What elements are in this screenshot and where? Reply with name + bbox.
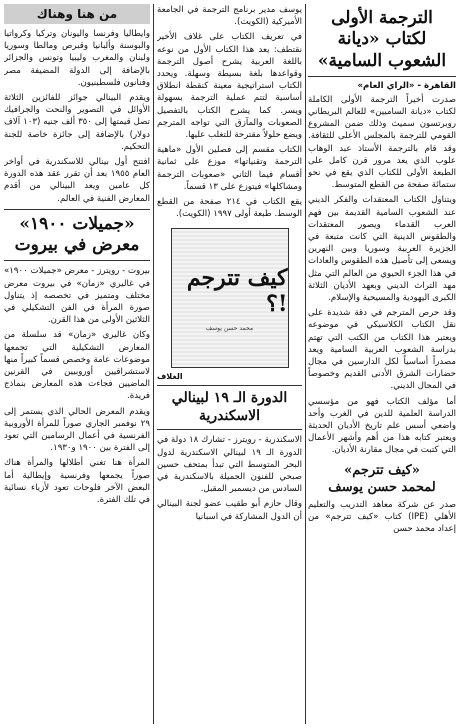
book-cover-author: محمد حسن يوسف	[205, 324, 254, 332]
paragraph: صدرت أخيراً الترجمة الأولى الكاملة لكتاب «ديانة الساميين» للعالم البريطاني روبرتسون سميث وذلك ضمن المشروع القومي للترجمة بالمجلس الأعلى للثقافة. وقد قام بالترجمة الأستاذ عبد الوهاب علوب الذي يعد مرور قرن كامل على الطبعة الأولى للكتاب الذي يقع في نحو ستمائة صفحة من القطع المتوسط.	[308, 94, 456, 191]
article-headline-exhibition: «جميلات ١٩٠٠» معرض في بيروت	[14, 213, 140, 256]
divider	[4, 209, 150, 210]
paragraph: المرأة هنا تغني أطلالها والمرأة هناك صوراً يجمعها وفرنسية وإيطالية أما البعض الآخر فلوحات تعود لأزياء نسائية في تلك الفترة.	[4, 458, 150, 505]
paragraph: وكان غاليري «زمان» قد سلسلة من المعارض التشكيلية التي تجمعها موضوعات عامة وخصص قسماً كبيراً منها لاستشراقيين أوروبيين في القرنين الماضيين فجاءت هذه المعارض بنماذج فريدة.	[4, 330, 150, 402]
article-column-middle	[157, 4, 302, 724]
paragraph: ويتناول الكتاب المعتقدات والفكر الديني عند الشعوب السامية القديمة بين فهم العرب القدماء ويصور المعتقدات والطقوس الدينية التي كانت متبعة في الجزيرة العربية وسوريا وبين النهرين ويسعى إلى تأصيل هذه الطقوس والعادات في هذا الجزء الحيوي من العالم التي مثل مهد التراث الديني وبعهد الأديان الثلاثة الكبرى اليهودية والمسيحية والإسلام.	[308, 195, 456, 303]
divider	[4, 260, 150, 261]
column-rule	[305, 4, 306, 724]
column-rule	[153, 4, 154, 724]
paragraph: أما مؤلف الكتاب فهو من مؤسسي الدراسة العلمية للدين في الغرب وأحد واضعي أسس علم تاريخ الأديان الحديثة ويعتبر كتابه هذا من أهم وأشهر الأعمال التي كتبت في مجال مقارنة الأديان.	[308, 396, 456, 456]
article-headline-translation: الترجمة الأولى لكتاب «ديانة الشعوب السامية»	[317, 8, 447, 71]
paragraph: ويقدم المعرض الحالي الذي يستمر إلى ٢٩ نوفمبر الجاري صوراً للمرأة الأوروبية الفرنسية في أعمال الرسامين التي تعود إلى الفترة بين ١٩٠٠ و١٩٣٠.	[4, 406, 150, 454]
divider	[308, 76, 456, 77]
paragraph: افتتح أول بينالي للاسكندرية في أواخر العام ١٩٥٥ بعد أن تقرر عقد هذه الدورة كل عامين ويعد البينالي من أقدم المعارض الفنية في العالم.	[4, 157, 150, 204]
paragraph: الاسكندرية - رويترز - تشارك ١٨ دولة في الدورة الـ ١٩ لبينالي الاسكندرية لدول البحر المتوسط التي تبدأ بمتحف حسين صبحي للفنون الجميلة بالاسكندرية في السادس من ديسمبر المقبل.	[157, 435, 302, 495]
article-column-left	[4, 4, 150, 724]
article-headline-biennale: الدورة الـ ١٩ لبينالي الاسكندرية	[171, 390, 288, 424]
article-column-right	[308, 4, 456, 724]
paragraph: وقال حازم أبو طقيب عضو لجنة البينالي أن الدول المشاركة في اسبانيا	[157, 499, 302, 522]
paragraph: في تعريف الكتاب على غلاف الأخير نقتطف: يعد هذا الكتاب الأول من نوعه باللغة العربية يشرح أصول الترجمة وقواعدها بلغة بسيطة وسهلة. ويحدد الكتاب استراتيجية معينة كنقطة انطلاق أساسية لتتم عملية الترجمة بسهولة ويسر. كما يشرح الكتاب بالتفصيل الصعوبات والمآزق التي تواجه المترجم ويضع حلولاً مقترحة للتغلب عليها.	[157, 32, 302, 141]
paragraph: ويقدم البينالي جوائز للفائزين الثلاثة الأوائل في التصوير والنحت والجرافيك تصل قيمتها إلى ٣٥٠ ألف جنيه (١٠٣ آلاف دولار) بالإضافة إلى جائزة خاصة للجنة التحكيم.	[4, 93, 150, 152]
paragraph: وقد حرص المترجم في دقة شديدة على نقل الكتاب الكلاسيكي في موضوعه ويعتبر هذا الكتاب من الكتب التي تهتم بدراسة الشعوب العربية السامية ويعد مصدراً أساسياً لكل الدارسين في مجال حضارات الشرق الأدنى القديم وخصوصاً في المجال الديني.	[308, 308, 456, 392]
paragraph: يوسف مدير برنامج الترجمة في الجامعة الأميركية (الكويت).	[157, 5, 302, 28]
section-banner: من هنا وهناك	[4, 4, 150, 24]
paragraph: وايطاليا وفرنسا واليونان وتركيا وكرواتيا والبوسنة وألبانيا وقبرص ومالطا وسوريا ولبنان والمغرب وليبيا وتونس والجزائر بالإضافة إلى الدولة المضيفة مصر وفنانون فلسطينيون.	[4, 29, 150, 88]
book-author-heading: لمحمد حسن يوسف	[328, 479, 436, 495]
book-title-heading: «كيف تترجم»	[344, 462, 420, 478]
paragraph: الكتاب مقسم إلى فصلين الأول «ماهية الترجمة وتقنياتها» موزع على ثمانية أقسام فيما الثاني «صعوبات الترجمة ومشاكلها» فيتوزع على ١٣ قسماً.	[157, 145, 302, 192]
paragraph: بيروت - رويترز - معرض «جميلات ١٩٠٠» في غاليري «زمان» في بيروت معرض مختلف ومتميز في تخصصه إذ يتناول صورة المرأة في الفن التشكيلي في الثلاثين الأولى من هذا القرن.	[4, 266, 150, 326]
paragraph: يقع الكتاب في ٢١٤ صفحة من القطع الوسط. طبعة أولى ١٩٩٧ (الكويت).	[157, 197, 302, 220]
divider	[157, 385, 302, 386]
dateline: القاهرة - «الراي العام»	[357, 80, 456, 91]
book-cover-title: كيف تترجم !؟	[186, 264, 288, 317]
divider	[157, 429, 302, 430]
paragraph: صدر عن شركة معاهد التدريب والتعليم الأهلي (IPE) كتاب «كيف تترجم» من إعداد محمد حسن	[308, 499, 456, 535]
book-cover-image	[171, 228, 289, 368]
image-caption: الغلاف	[157, 372, 183, 382]
